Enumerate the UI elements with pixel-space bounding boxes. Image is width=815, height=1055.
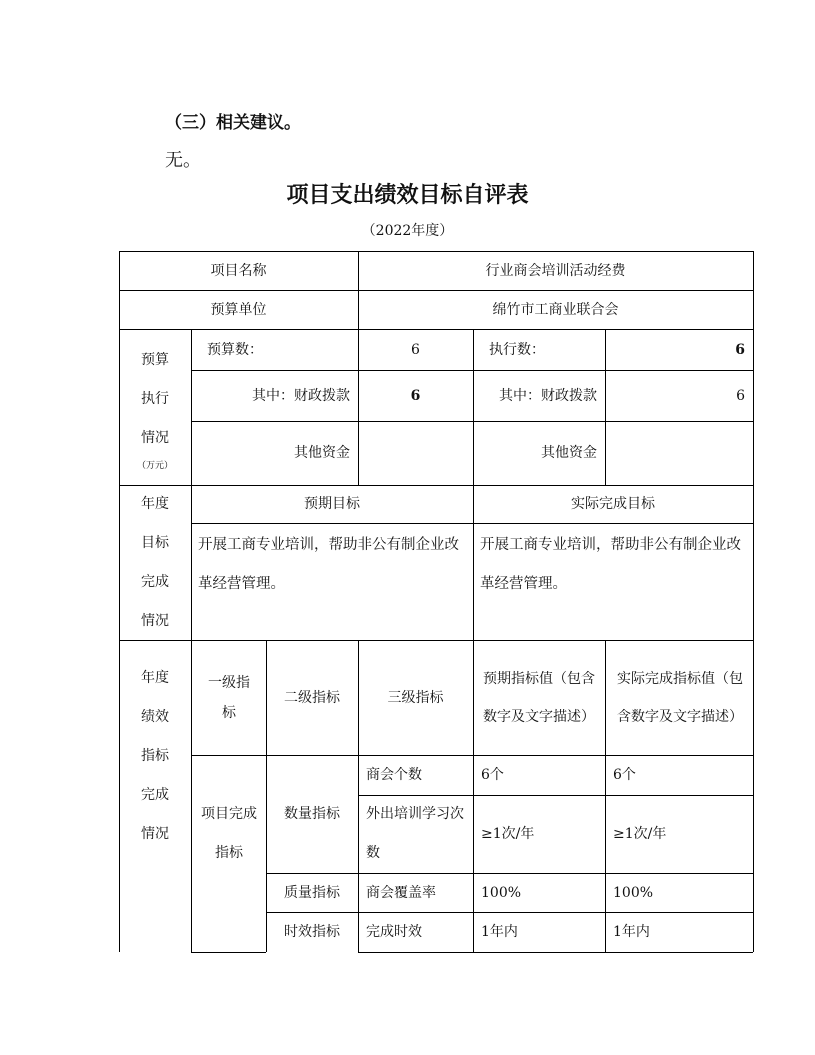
table-rule	[191, 523, 753, 524]
level3-value: 商会个数	[366, 767, 422, 783]
label-line: 执行	[141, 390, 169, 407]
table-rule	[358, 952, 753, 953]
budget-unit-label: 预算单位	[210, 301, 267, 318]
other-funds-label: 其他资金	[541, 445, 597, 461]
label-line: 情况	[141, 429, 169, 446]
level1-header: 一级指标	[208, 674, 250, 721]
budget-number-label: 预算数：	[207, 341, 263, 358]
actual-goal-text: 开展工商专业培训，帮助非公有制企业改革经营管理。	[480, 537, 741, 592]
level2-header: 二级指标	[284, 689, 340, 706]
budget-execution-label	[119, 329, 191, 485]
label-line: 完成	[141, 573, 169, 590]
other-funds-label: 其他资金	[294, 445, 350, 461]
label-line: 年度	[141, 669, 169, 686]
actual-value-header: 实际完成指标值（包含数字及文字描述）	[617, 670, 743, 725]
expected-value: 1年内	[481, 924, 518, 940]
execution-number-label: 执行数：	[489, 341, 545, 358]
actual-value: 1年内	[613, 924, 650, 940]
label-line: 情况	[141, 612, 169, 629]
level2-value: 数量指标	[284, 806, 340, 822]
fiscal-allocation-value: 6	[410, 387, 421, 404]
actual-goal-header: 实际完成目标	[571, 496, 655, 512]
project-name-label: 项目名称	[210, 262, 267, 279]
expected-value: 6个	[481, 767, 504, 783]
level3-value: 完成时效	[366, 924, 422, 940]
section-heading: （三）相关建议。	[165, 113, 301, 133]
table-rule	[191, 952, 266, 953]
table-border-right	[753, 251, 754, 952]
budget-unit-value: 绵竹市工商业联合会	[492, 301, 619, 318]
label-line: 指标	[141, 747, 169, 764]
label-line: 完成	[141, 786, 169, 803]
fiscal-allocation-value: 6	[736, 387, 745, 404]
unit-label: （万元）	[136, 460, 173, 471]
body-text: 无。	[165, 150, 201, 171]
level3-value: 外出培训学习次数	[366, 806, 464, 861]
annual-goal-label	[119, 485, 191, 640]
label-line: 目标	[141, 534, 169, 551]
fiscal-allocation-label: 其中：财政拨款	[252, 387, 350, 404]
budget-number-value: 6	[411, 341, 420, 358]
expected-goal-text: 开展工商专业培训，帮助非公有制企业改革经营管理。	[198, 537, 459, 592]
expected-value: ≥1次/年	[481, 826, 535, 842]
label-line: 年度	[141, 495, 169, 512]
actual-value: 100%	[613, 884, 654, 901]
level2-value: 时效指标	[284, 924, 340, 940]
expected-goal-header: 预期目标	[304, 496, 360, 512]
expected-value-header: 预期指标值（包含数字及文字描述）	[483, 670, 595, 725]
actual-value: 6个	[613, 767, 636, 783]
execution-number-value: 6	[735, 341, 745, 358]
fiscal-allocation-label: 其中：财政拨款	[499, 387, 597, 404]
level2-value: 质量指标	[284, 884, 340, 901]
document-subtitle: （2022年度）	[361, 223, 454, 239]
actual-value: ≥1次/年	[613, 826, 667, 842]
level1-value: 项目完成指标	[201, 805, 257, 861]
label-line: 情况	[141, 825, 169, 842]
level3-value: 商会覆盖率	[366, 884, 436, 901]
expected-value: 100%	[481, 884, 522, 901]
label-line: 预算	[141, 351, 169, 368]
level3-header: 三级指标	[387, 689, 444, 706]
document-title: 项目支出绩效目标自评表	[286, 182, 529, 208]
performance-label	[119, 640, 191, 952]
label-line: 绩效	[141, 708, 169, 725]
project-name-value: 行业商会培训活动经费	[485, 262, 626, 279]
